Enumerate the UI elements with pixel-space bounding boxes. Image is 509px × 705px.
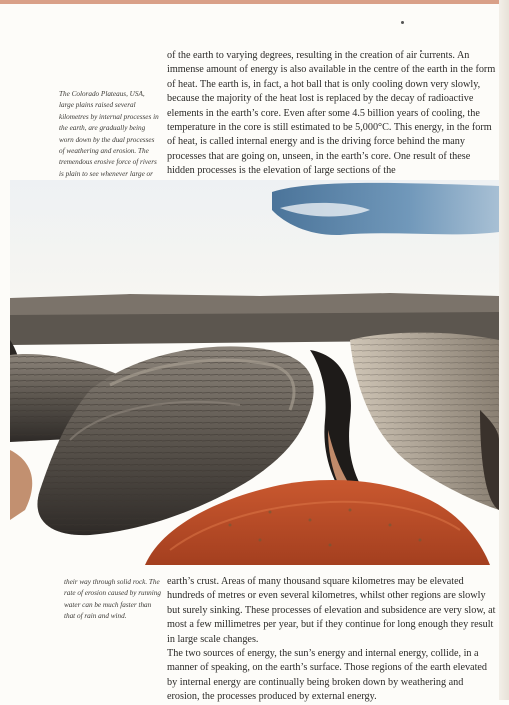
canyon-photo [10, 180, 499, 565]
print-speck [401, 21, 404, 24]
page-right-edge [499, 0, 509, 700]
body-text-bottom [167, 575, 497, 705]
body-paragraph: The two sources of energy, the sun’s energy and internal energy, collide, in a manner of speaking, on the earth’s surface. Those regions of the earth elevated by internal energy are continually being broken down by weathering and erosion, the processes produced by external energy. [167, 648, 488, 703]
photo-caption-bottom: their way through solid rock. The rate of erosion caused by running water can be much faster than that of rain and wind. [64, 578, 161, 621]
page-top-edge [0, 0, 509, 4]
body-text-top: of the earth to varying degrees, resulting in the creation of air currents. An immense amount of energy is also available in the centre of the earth in the form of heat. The earth is, in fact, a hot ball that is only cooling down very slowly, because the majority of the heat lost is replaced by the decay of radioactive elements in the earth’s core. Even after some 4.5 billion years of cooling, the temperature in the core is still estimated to be 5,000°C. This energy, in the form of heat, is called internal energy and is the driving force behind the many processes that are going on, unseen, in the earth’s core. One result of these hidden processes is the elevation of large sections of the [167, 50, 496, 177]
body-paragraph: earth’s crust. Areas of many thousand square kilometres may be elevated hundreds of metres or even several kilometres, whilst other regions are slowly but surely sinking. These processes of elevation and subsidence are very slow, at most a few millimetres per year, but if they continue for long enough they result in large scale changes. [167, 576, 496, 645]
photo-caption-top: The Colorado Plateaus, USA, large plains raised several kilometres by internal processes in the earth, are gradually being worn down by the dual processes of weathering and erosion. The tremendous erosive force of rivers is plain to see whenever large or [59, 90, 159, 178]
